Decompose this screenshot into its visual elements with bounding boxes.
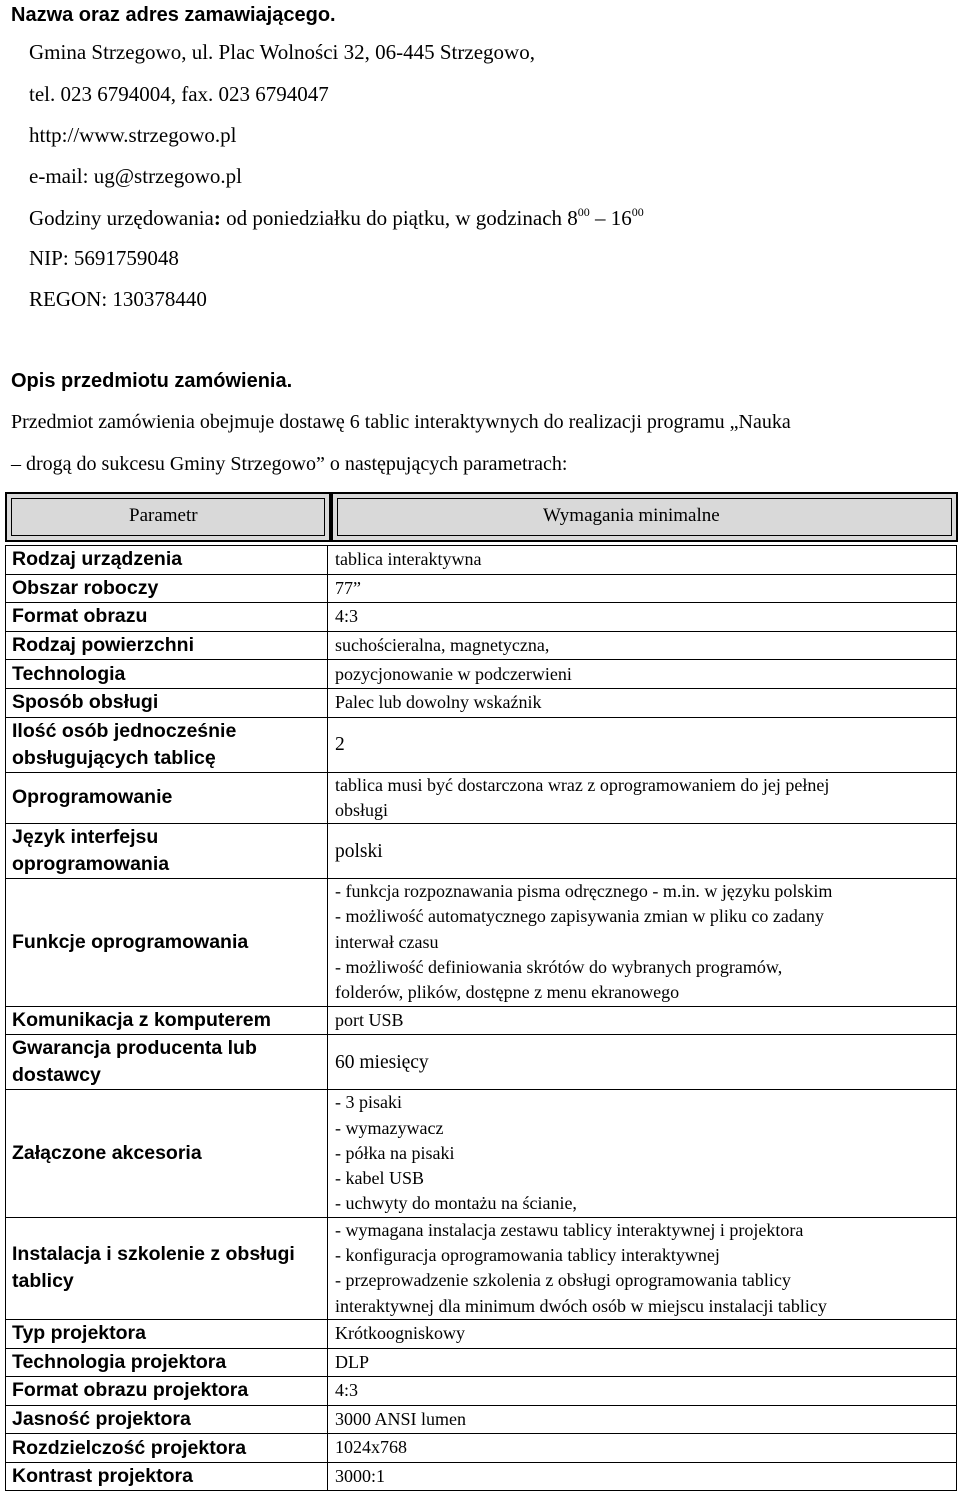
- param-name-cell: [6, 1377, 328, 1406]
- table-row: [6, 574, 957, 603]
- param-name: Rodzaj urządzenia: [12, 548, 183, 571]
- param-value-cell: [328, 1035, 957, 1090]
- param-value-cell: [328, 574, 957, 603]
- param-value-cell: [328, 631, 957, 660]
- param-value: folderów, plików, dostępne z menu ekranowego: [335, 982, 680, 1003]
- param-value: interwał czasu: [335, 931, 439, 952]
- param-value: 2: [335, 733, 345, 755]
- param-name: Typ projektora: [12, 1322, 146, 1345]
- param-value-cell: [328, 879, 957, 1006]
- param-name-cell: [6, 660, 328, 689]
- orderer-website[interactable]: http://www.strzegowo.pl: [29, 123, 237, 147]
- description-line-2: – drogą do sukcesu Gminy Strzegowo” o następujących parametrach:: [11, 453, 568, 475]
- hours-colon: :: [213, 206, 221, 230]
- orderer-hours: [29, 206, 644, 231]
- param-value-cell: [328, 546, 957, 575]
- param-value: 4:3: [335, 606, 359, 627]
- param-name: Instalacja i szkolenie z obsługi: [12, 1243, 295, 1266]
- param-value: 60 miesięcy: [335, 1051, 429, 1073]
- param-name-cell: [6, 717, 328, 772]
- table-row: [6, 1035, 957, 1090]
- param-value-cell: [328, 717, 957, 772]
- table-row: [6, 1462, 957, 1491]
- param-value-cell: [328, 1090, 957, 1217]
- table-row: [6, 603, 957, 632]
- param-name-cell: [6, 688, 328, 717]
- header-param-label: Parametr: [129, 505, 198, 526]
- param-value: 1024x768: [335, 1437, 407, 1458]
- param-value: - wymagana instalacja zestawu tablicy interaktywnej i projektora: [335, 1219, 804, 1240]
- param-name: Oprogramowanie: [12, 786, 173, 809]
- orderer-email[interactable]: e-mail: ug@strzegowo.pl: [29, 164, 242, 188]
- param-name: oprogramowania: [12, 853, 170, 876]
- param-name: Komunikacja z komputerem: [12, 1008, 271, 1031]
- orderer-address: Gmina Strzegowo, ul. Plac Wolności 32, 06-445 Strzegowo,: [29, 40, 535, 64]
- hours-end-sup: 00: [631, 205, 644, 219]
- table-row: [6, 1006, 957, 1035]
- param-name: Sposób obsługi: [12, 691, 159, 714]
- header-req-label: Wymagania minimalne: [543, 505, 720, 526]
- param-value-cell: [328, 1217, 957, 1319]
- param-name-cell: [6, 574, 328, 603]
- param-value: - przeprowadzenie szkolenia z obsługi oprogramowania tablicy: [335, 1270, 791, 1291]
- table-row: [6, 824, 957, 879]
- table-row: [6, 660, 957, 689]
- param-name-cell: [6, 1090, 328, 1217]
- param-value: interaktywnej dla minimum dwóch osób w miejscu instalacji tablicy: [335, 1295, 827, 1316]
- param-name-cell: [6, 1462, 328, 1491]
- param-value-cell: [328, 1006, 957, 1035]
- param-value: - kabel USB: [335, 1168, 424, 1189]
- param-value-cell: [328, 603, 957, 632]
- param-name: Rozdzielczość projektora: [12, 1436, 247, 1459]
- orderer-regon: REGON: 130378440: [29, 287, 207, 311]
- param-value-cell: [328, 1348, 957, 1377]
- param-value: port USB: [335, 1009, 404, 1030]
- table-row: [6, 1217, 957, 1319]
- hours-start-sup: 00: [577, 205, 590, 219]
- table-row: [6, 546, 957, 575]
- param-value: - półka na pisaki: [335, 1142, 455, 1163]
- table-row: [6, 1348, 957, 1377]
- param-name-cell: [6, 1035, 328, 1090]
- param-value: tablica musi być dostarczona wraz z oprogramowaniem do jej pełnej: [335, 774, 830, 795]
- param-value: - konfiguracja oprogramowania tablicy interaktywnej: [335, 1245, 720, 1266]
- spec-table: [5, 545, 957, 1491]
- hours-label: Godziny urzędowania: [29, 206, 214, 230]
- param-name: obsługujących tablicę: [12, 746, 216, 769]
- param-name: tablicy: [12, 1270, 74, 1293]
- orderer-heading: Nazwa oraz adres zamawiającego.: [11, 4, 336, 26]
- table-row: [6, 717, 957, 772]
- param-name-cell: [6, 1217, 328, 1319]
- description-line-1: Przedmiot zamówienia obejmuje dostawę 6 tablic interaktywnych do realizacji programu „Nauka: [11, 411, 791, 433]
- param-name: Format obrazu: [12, 605, 148, 628]
- param-value: obsługi: [335, 799, 389, 820]
- table-row: [6, 772, 957, 824]
- table-row: [6, 879, 957, 1006]
- param-value: 3000:1: [335, 1466, 386, 1487]
- param-name-cell: [6, 546, 328, 575]
- table-row: [6, 688, 957, 717]
- param-value-cell: [328, 1377, 957, 1406]
- orderer-phone: tel. 023 6794004, fax. 023 6794047: [29, 82, 329, 106]
- param-value: tablica interaktywna: [335, 549, 482, 570]
- param-value: - wymazywacz: [335, 1117, 444, 1138]
- table-row: [6, 1405, 957, 1434]
- param-name-cell: [6, 631, 328, 660]
- param-value-cell: [328, 772, 957, 824]
- param-value: 3000 ANSI lumen: [335, 1408, 467, 1429]
- param-name: Gwarancja producenta lub: [12, 1037, 257, 1060]
- param-value-cell: [328, 688, 957, 717]
- param-value: - 3 pisaki: [335, 1092, 402, 1113]
- param-name-cell: [6, 772, 328, 824]
- param-value-cell: [328, 1434, 957, 1463]
- param-name: Technologia: [12, 662, 126, 685]
- param-name-cell: [6, 824, 328, 879]
- param-name-cell: [6, 1006, 328, 1035]
- param-name: Rodzaj powierzchni: [12, 634, 195, 657]
- hours-dash: – 16: [589, 206, 632, 230]
- orderer-nip: NIP: 5691759048: [29, 246, 179, 270]
- param-value: pozycjonowanie w podczerwieni: [335, 663, 572, 684]
- param-value-cell: [328, 1405, 957, 1434]
- param-value: - możliwość definiowania skrótów do wybranych programów,: [335, 957, 783, 978]
- param-value: DLP: [335, 1351, 370, 1372]
- param-value: Krótkoogniskowy: [335, 1323, 465, 1344]
- table-row: [6, 1377, 957, 1406]
- param-value: 4:3: [335, 1380, 359, 1401]
- hours-text: od poniedziałku do piątku, w godzinach 8: [220, 206, 578, 230]
- table-row: [6, 631, 957, 660]
- param-name-cell: [6, 603, 328, 632]
- param-name-cell: [6, 1434, 328, 1463]
- param-name-cell: [6, 1319, 328, 1348]
- param-name: Język interfejsu: [12, 826, 159, 849]
- description-heading: Opis przedmiotu zamówienia.: [11, 370, 293, 392]
- param-name-cell: [6, 1405, 328, 1434]
- param-value-cell: [328, 1319, 957, 1348]
- param-value: polski: [335, 840, 383, 862]
- param-name: dostawcy: [12, 1064, 101, 1087]
- param-name: Kontrast projektora: [12, 1465, 193, 1488]
- param-value: - funkcja rozpoznawania pisma odręcznego - m.in. w języku polskim: [335, 881, 833, 902]
- table-row: [6, 1319, 957, 1348]
- param-name: Załączone akcesoria: [12, 1141, 202, 1164]
- param-value: 77”: [335, 577, 361, 598]
- param-value: suchościeralna, magnetyczna,: [335, 634, 550, 655]
- param-value-cell: [328, 824, 957, 879]
- param-value: Palec lub dowolny wskaźnik: [335, 692, 542, 713]
- param-name: Obszar roboczy: [12, 576, 159, 599]
- table-row: [6, 1434, 957, 1463]
- param-value: - możliwość automatycznego zapisywania zmian w pliku co zadany: [335, 906, 824, 927]
- param-name-cell: [6, 1348, 328, 1377]
- param-name: Ilość osób jednocześnie: [12, 719, 237, 742]
- table-row: [6, 1090, 957, 1217]
- param-value: - uchwyty do montażu na ścianie,: [335, 1193, 577, 1214]
- param-name: Jasność projektora: [12, 1407, 191, 1430]
- param-name: Technologia projektora: [12, 1350, 227, 1373]
- param-name: Format obrazu projektora: [12, 1379, 249, 1402]
- param-name-cell: [6, 879, 328, 1006]
- param-value-cell: [328, 660, 957, 689]
- param-name: Funkcje oprogramowania: [12, 930, 249, 953]
- param-value-cell: [328, 1462, 957, 1491]
